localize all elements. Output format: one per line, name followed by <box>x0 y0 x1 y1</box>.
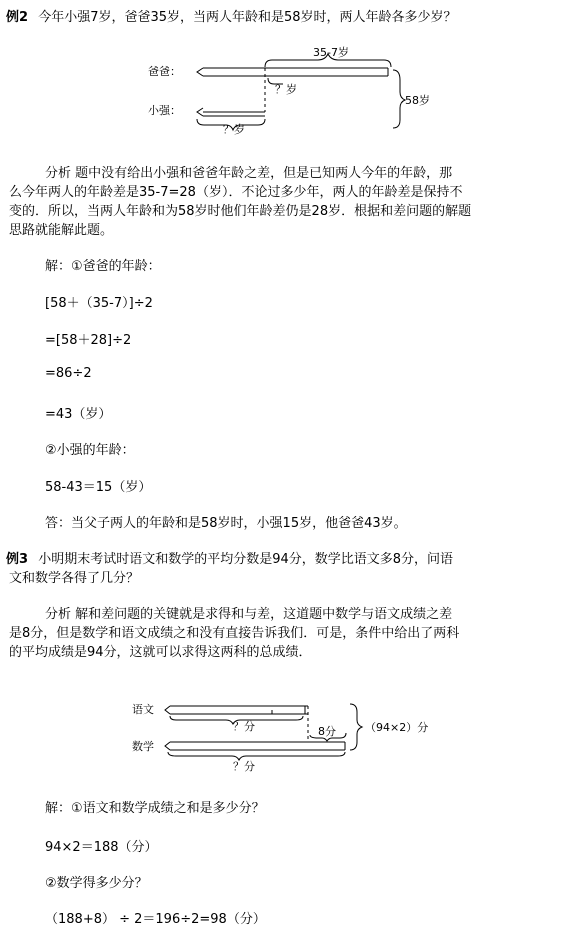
example-2-number: 例2 <box>6 10 29 25</box>
example-3-question-line-1: 小明期末考试时语文和数学的平均分数是94分，数学比语文多8分，问语 <box>38 552 454 567</box>
example-2-solution-step-1: 解：①爸爸的年龄： <box>45 259 161 274</box>
example-2-solution-step-4: =86÷2 <box>45 366 92 381</box>
label-score-diff: 8分 <box>318 725 336 738</box>
example-3-solution-step-1: 解：①语文和数学成绩之和是多少分？ <box>45 801 265 816</box>
example-3-analysis-line-1: 分析 解和差问题的关键就是求得和与差，这道题中数学与语文成绩之差 <box>45 607 453 622</box>
age-line-diagram <box>0 30 570 145</box>
label-chinese: 语文 <box>132 703 154 716</box>
label-math: 数学 <box>132 740 154 753</box>
example-2-solution-step-7: 58-43＝15（岁） <box>45 480 152 495</box>
example-3-solution-step-3: ②数学得多少分？ <box>45 876 148 891</box>
label-age-diff: 35-7岁 <box>313 46 349 59</box>
example-2-analysis-line-2: 么今年两人的年龄差是35-7=28（岁）．不论过多少年，两人的年龄差是保持不 <box>9 185 463 200</box>
label-total-age: 58岁 <box>405 94 430 107</box>
example-3-analysis-line-3: 的平均成绩是94分，这就可以求得这两科的总成绩． <box>9 645 312 660</box>
example-2-solution-step-5: =43（岁） <box>45 407 112 422</box>
example-2-solution-step-6: ②小强的年龄： <box>45 443 135 458</box>
label-son-age: ？岁 <box>223 123 245 136</box>
label-total-score: （94×2）分 <box>365 721 429 734</box>
example-3-analysis-line-2: 是8分，但是数学和语文成绩之和没有直接告诉我们．可是，条件中给出了两科 <box>9 626 460 641</box>
label-son: 小强： <box>148 104 181 117</box>
label-dad-age: ？岁 <box>275 83 297 96</box>
example-3-question-line-2: 文和数学各得了几分？ <box>9 571 140 586</box>
example-3-number: 例3 <box>6 552 29 567</box>
example-2-question: 今年小强7岁，爸爸35岁，当两人年龄和是58岁时，两人年龄各多少岁？ <box>38 10 457 25</box>
label-chinese-score: ？分 <box>233 720 255 733</box>
score-line-diagram <box>0 690 570 780</box>
example-3-heading <box>6 548 453 567</box>
example-3-solution-step-2: 94×2＝188（分） <box>45 840 158 855</box>
example-3-solution-step-4: （188+8） ÷ 2＝196÷2=98（分） <box>45 912 266 927</box>
example-2-answer: 答：当父子两人的年龄和是58岁时，小强15岁，他爸爸43岁。 <box>45 516 407 531</box>
label-math-score: ？分 <box>233 760 255 773</box>
label-dad: 爸爸： <box>148 65 181 78</box>
example-2-heading <box>6 6 457 25</box>
example-2-solution-step-2: [58＋（35-7）]÷2 <box>45 296 153 311</box>
example-2-analysis-line-3: 变的．所以，当两人年龄和为58岁时他们年龄差仍是28岁．根据和差问题的解题 <box>9 204 472 219</box>
example-2-analysis-line-1: 分析 题中没有给出小强和爸爸年龄之差，但是已知两人今年的年龄，那 <box>45 166 453 181</box>
example-2-solution-step-3: =[58＋28]÷2 <box>45 333 132 348</box>
example-2-analysis-line-4: 思路就能解此题。 <box>9 223 114 238</box>
